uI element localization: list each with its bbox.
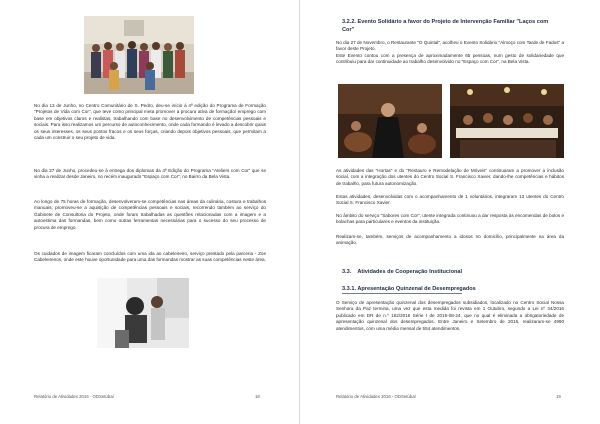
- left-page-number: 18: [255, 394, 260, 399]
- paragraph-sabores: No âmbito do serviço "Sabores com Cor", utente integrada continuou a dar resposta às encomendas de bolos e bolachas para particulares e eventos da instituição.: [336, 213, 564, 225]
- right-page: [300, 0, 600, 424]
- right-footer-title: Relatório de Atividades 2016 - ODSetúbal: [336, 394, 416, 399]
- paragraph-servico-apresentacao: O Serviço de apresentação quinzenal dos desempregados subsidiados, localizado no Centro Social Nossa Senhora da Paz termina, uma vez que esta medida foi revista em 1 Outubro, segundo a Lei nº 34/2016 publicado em DR de n.º 162/2016 Série I de 2016-08-24, que no qual é eliminada a obrigatoriedade de apresentação quinzenal dos desempregados. Entre Janeiro e Setembro de 2016, realizaram-se 4990 atendimentos, com uma média mensal de 554 atendimentos.: [336, 300, 564, 331]
- left-footer-title: Relatório de Atividades 2016 - ODSetúbal: [34, 394, 114, 399]
- paragraph-voluntarios: Estas atividades, desenvolvidas com o acompanhamento de 1 voluntários, integraram 13 utentes do Centro Social S. Francisco Xavier.: [336, 194, 564, 206]
- salon-photo: [97, 278, 189, 348]
- paragraph-restaurante: No dia 27 de Novembro, o Restaurante "O Quintal", acolheu o Evento Solidário "Almoço com Tarde de Fados" a favor deste Projeto.: [336, 40, 564, 52]
- heading-underline: [342, 293, 462, 294]
- heading-apresentacao-quinzenal: 3.3.1. Apresentação Quinzenal de Desempregados: [342, 286, 476, 292]
- restaurant-event-photo: [450, 84, 564, 158]
- right-page-number: 19: [556, 394, 561, 399]
- section-heading-evento: 3.2.2. Evento Solidário a favor do Projeto de Intervenção Familiar "Laços com Cor": [342, 19, 549, 33]
- fado-singer-photo: [338, 84, 442, 158]
- paragraph-idosos: Realizam-se, também, serviços de acompanhamento a idosos no domicílio, principalmente na área da animação.: [336, 234, 564, 246]
- heading-cooperacao-institucional: 3.3. Atividades de Cooperação Institucional: [342, 269, 463, 275]
- group-photo: [84, 16, 194, 94]
- paragraph-horas-formacao: Ao longo de 75 horas de formação, desenvolveram-se competências nas áreas da culinária, costura e trabalhos manuais; promoveu-se a aquisição de competências pessoais e sociais, recorrendo também ao serviço do Gabinete de Consultoria do Projeto, onde foram trabalhadas as questões relacionadas com a imagem e a autoestima das formandas, bem como outras ferramentas necessárias para o sucesso do seu processo de procura de emprego.: [34, 199, 266, 230]
- paragraph-programa-projetos: No dia 13 de Junho, no Centro Comunitário de S. Pedro, deu-se início à 4ª edição do Programa de Formação "Projetos de Vida com Cor", que teve como principal meta promover a procura ativa de formação/ emprego com base em objetivos claros e realistas, trabalhando com base no desenvolvimento de competências pessoais e sociais. Para isso realizamos um percurso de autoconhecimento, onde cada formando é levado a descobrir quais os seus interesses, os seus pontos fracos e os seus forças, criando depois objetivos pessoais, que permitam a cada um construir o seu projeto de vida.: [34, 103, 266, 141]
- paragraph-presenca: Este Evento contou com a presença de aproximadamente 65 pessoas, num gesto de solidariedade que contribuiu para dar continuidade ao trabalho desenvolvido no "Espaço com Cor", na Bela Vista.: [336, 53, 564, 65]
- paragraph-hortas: As atividades das "Hortas" e do "Restauro e Remodelação de Móveis" continuaram a promover a inclusão social, com a integração dos utentes do Centro Social S. Francisco Xavier, dando-lhe competências e hábitos de trabalho, para futura autonomização.: [336, 168, 564, 186]
- paragraph-cuidados-imagem: Os cuidados de imagem ficaram concluídos com uma ida ao cabeleireiro, serviço prestado pela parceria - Zoe Cabeleireiros, onde este houve oportunidade para uma das formandas mostrar as suas competências neste área.: [34, 251, 266, 263]
- paragraph-entrega-diplomas: No dia 27 de Junho, procedeu-se à entrega dos diplomas da 4ª Edição do Programa "Ateliers com Cor" que se vinha a realizar desde Janeiro, no recém inaugurado "Espaço com Cor", no Bairro da Bela Vista.: [34, 168, 266, 180]
